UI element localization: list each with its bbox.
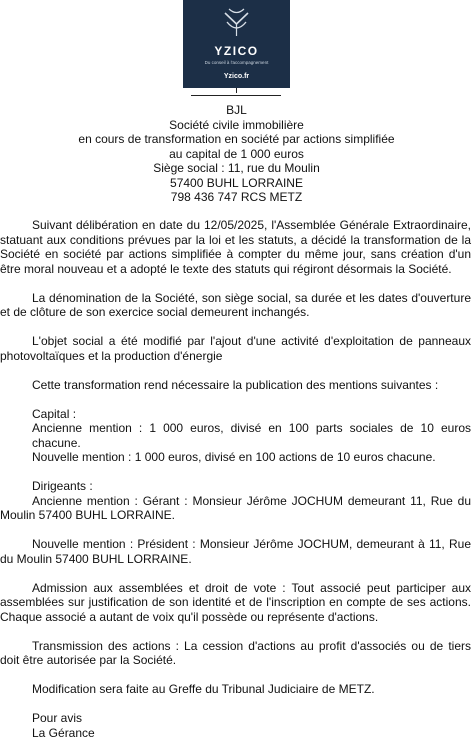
capital-old-mention: Ancienne mention : 1 000 euros, divisé en 100 parts sociales de 10 euros chacune. xyxy=(0,421,471,450)
company-capital: au capital de 1 000 euros xyxy=(0,147,473,162)
logo-tagline: Du conseil à l'accompagnement xyxy=(183,60,290,65)
capital-new-mention: Nouvelle mention : 1 000 euros, divisé en 100 actions de 10 euros chacune. xyxy=(0,450,471,465)
company-form: Société civile immobilière xyxy=(0,118,473,133)
paragraph-admission: Admission aux assemblées et droit de vote : Tout associé peut participer aux assemblées sur justification de son identité et de l'inscription en compte de ses actions. Chaque associé a autant de voix qu'il possède ou représente d'actions. xyxy=(0,581,471,625)
company-city: 57400 BUHL LORRAINE xyxy=(0,176,473,191)
company-siege: Siège social : 11, rue du Moulin xyxy=(0,161,473,176)
paragraph-denomination: La dénomination de la Société, son siège social, sa durée et les dates d'ouverture et de clôture de son exercice social demeurent inchangés. xyxy=(0,291,471,320)
closing-pour-avis: Pour avis xyxy=(0,711,471,726)
logo-name: YZICO xyxy=(183,44,290,58)
paragraph-publication: Cette transformation rend nécessaire la publication des mentions suivantes : xyxy=(0,378,471,393)
dirigeants-old-mention: Ancienne mention : Gérant : Monsieur Jérôme JOCHUM demeurant 11, Rue du Moulin 57400 BUHL LORRAINE. xyxy=(0,494,471,523)
closing-gerance: La Gérance xyxy=(0,726,471,740)
capital-title: Capital : xyxy=(0,407,471,422)
paragraph-objet-social: L'objet social a été modifié par l'ajout d'une activité d'exploitation de panneaux photovoltaïques et la production d'énergie xyxy=(0,334,471,363)
dirigeants-new-mention: Nouvelle mention : Président : Monsieur Jérôme JOCHUM, demeurant à 11, Rue du Moulin 57400 BUHL LORRAINE. xyxy=(0,537,471,566)
dirigeants-title: Dirigeants : xyxy=(0,479,471,494)
paragraph-transmission: Transmission des actions : La cession d'actions au profit d'associés ou de tiers doit être autorisée par la Société. xyxy=(0,639,471,668)
company-transformation: en cours de transformation en société par actions simplifiée xyxy=(0,132,473,147)
logo-tick xyxy=(236,88,237,93)
yzico-emblem-icon xyxy=(221,8,252,38)
paragraph-deliberation: Suivant délibération en date du 12/05/2025, l'Assemblée Générale Extraordinaire, statuant aux conditions prévues par la loi et les statuts, a décidé la transformation de la Société en société par actions simplifiée à compter du même jour, sans création d'un être moral nouveau et a adopté le texte des statuts qui régiront désormais la Société. xyxy=(0,218,471,276)
header-rule xyxy=(191,95,281,96)
paragraph-greffe: Modification sera faite au Greffe du Tribunal Judiciaire de METZ. xyxy=(0,682,471,697)
yzico-logo xyxy=(183,0,290,88)
company-header xyxy=(0,103,473,205)
logo-url: Yzico.fr xyxy=(183,73,290,80)
company-name: BJL xyxy=(0,103,473,118)
notice-body xyxy=(0,218,471,740)
company-rcs: 798 436 747 RCS METZ xyxy=(0,190,473,205)
